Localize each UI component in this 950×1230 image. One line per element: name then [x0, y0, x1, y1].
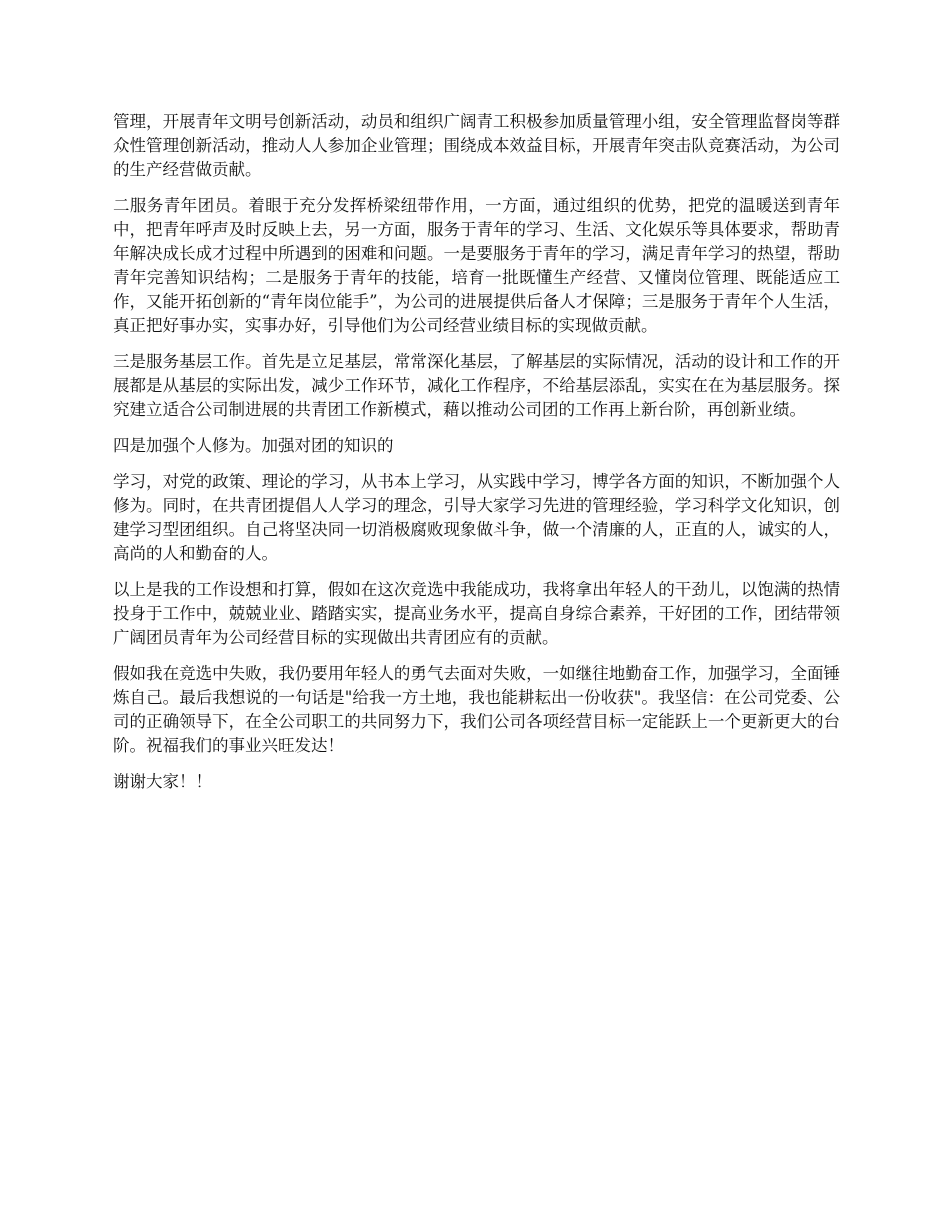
paragraph-thanks: 谢谢大家！！	[113, 772, 212, 791]
paragraph-plan-if-success: 以上是我的工作设想和打算，假如在这次竞选中我能成功，我将拿出年轻人的干劲儿，以饱满的热情投身于工作中，兢兢业业、踏踏实实，提高业务水平，提高自身综合素养，干好团的工作，团结带领广阔团员青年为公司经营目标的实现做出共青团应有的贡献。	[113, 580, 840, 647]
paragraph-management: 管理，开展青年文明号创新活动，动员和组织广阔青工积极参加质量管理小组，安全管理监督岗等群众性管理创新活动，推动人人参加企业管理；围绕成本效益目标，开展青年突击队竞赛活动，为公司的生产经营做贡献。	[113, 112, 840, 179]
paragraph-serve-grassroots: 三是服务基层工作。首先是立足基层，常常深化基层，了解基层的实际情况，活动的设计和工作的开展都是从基层的实际出发，减少工作环节，减化工作程序，不给基层添乱，实实在在为基层服务。探究建立适合公司制进展的共青团工作新模式，藉以推动公司团的工作再上新台阶，再创新业绩。	[113, 352, 840, 419]
paragraph-self-cultivation-heading: 四是加强个人修为。加强对团的知识的	[113, 436, 394, 455]
paragraph-learning: 学习，对党的政策、理论的学习，从书本上学习，从实践中学习，博学各方面的知识，不断加强个人修为。同时，在共青团提倡人人学习的理念，引导大家学习先进的管理经验，学习科学文化知识，创建学习型团组织。自己将坚决同一切消极腐败现象做斗争，做一个清廉的人，正直的人，诚实的人，高尚的人和勤奋的人。	[113, 472, 840, 563]
paragraph-plan-if-fail: 假如我在竞选中失败，我仍要用年轻人的勇气去面对失败，一如继往地勤奋工作，加强学习，全面锤炼自己。最后我想说的一句话是"给我一方土地，我也能耕耘出一份收获"。我坚信：在公司党委、公司的正确领导下，在全公司职工的共同努力下，我们公司各项经营目标一定能跃上一个更新更大的台阶。祝福我们的事业兴旺发达！	[113, 664, 840, 755]
paragraph-serve-youth: 二服务青年团员。着眼于充分发挥桥梁纽带作用，一方面，通过组织的优势，把党的温暖送到青年中，把青年呼声及时反映上去，另一方面，服务于青年的学习、生活、文化娱乐等具体要求，帮助青年解决成长成才过程中所遇到的困难和问题。一是要服务于青年的学习，满足青年学习的热望，帮助青年完善知识结构；二是服务于青年的技能，培育一批既懂生产经营、又懂岗位管理、既能适应工作，又能开拓创新的“青年岗位能手”，为公司的进展提供后备人才保障；三是服务于青年个人生活，真正把好事办实，实事办好，引导他们为公司经营业绩目标的实现做贡献。	[113, 196, 840, 335]
document-page	[113, 110, 840, 806]
